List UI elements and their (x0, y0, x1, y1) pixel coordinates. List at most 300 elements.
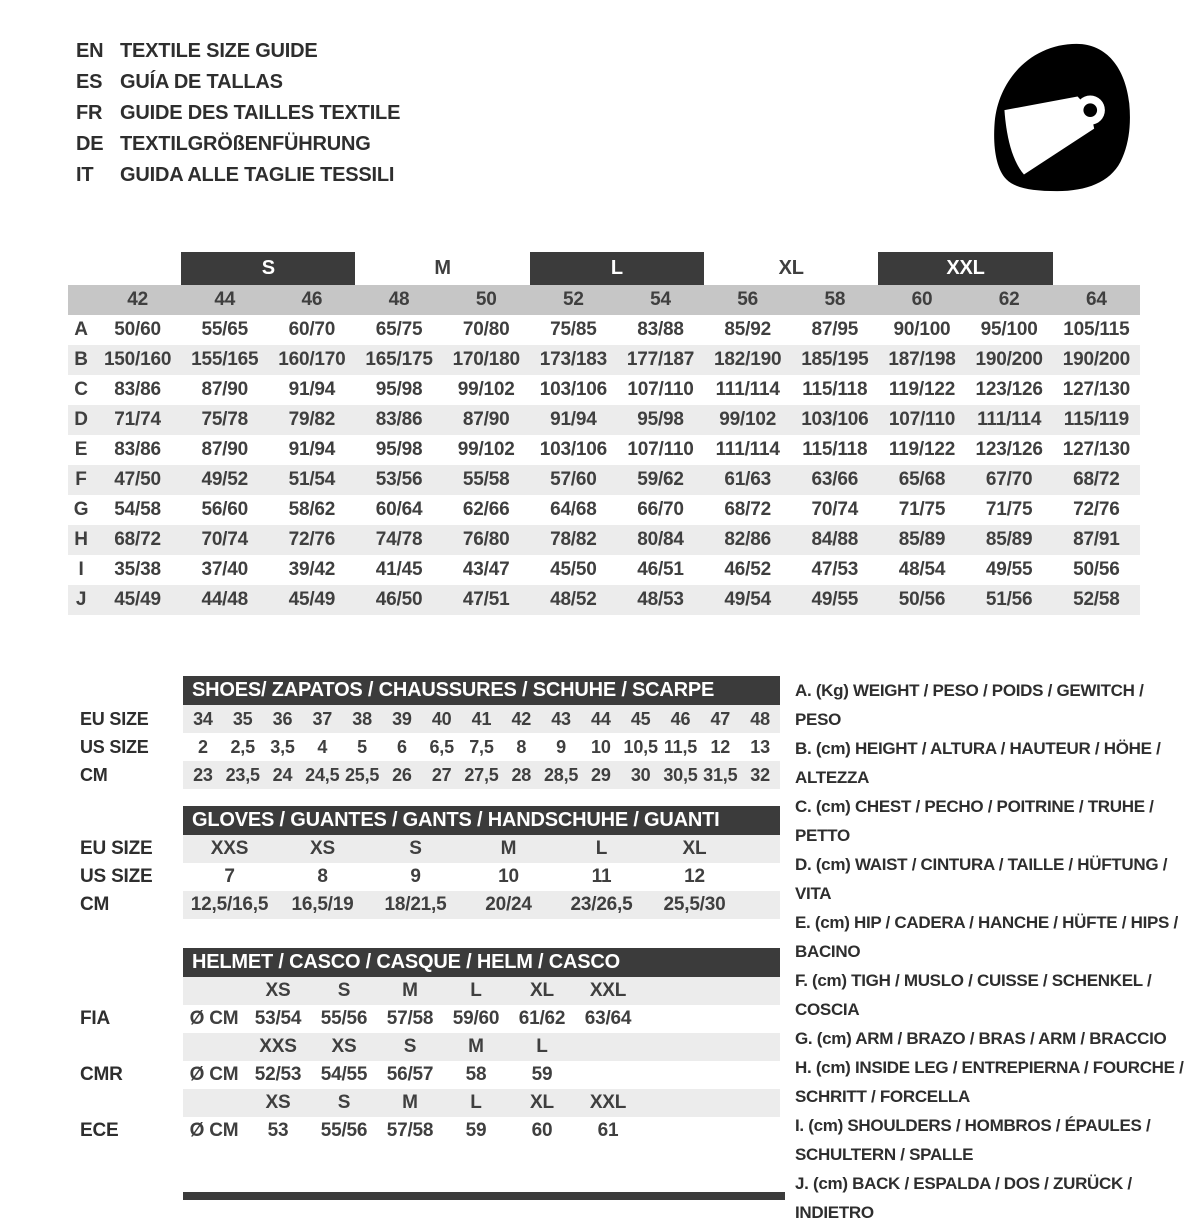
table-cell: 12 (710, 736, 731, 757)
table-cell: L (509, 1033, 575, 1061)
table-cell: 56/57 (386, 1064, 434, 1085)
table-cell: 42 (94, 285, 181, 315)
row-label: CMR (68, 1061, 183, 1089)
table-cell: 57/58 (386, 1120, 434, 1141)
table-cell: 5 (357, 736, 367, 757)
table-cell: 190/200 (966, 345, 1053, 375)
table-cell: 30 (621, 761, 661, 789)
table-cell: 127/130 (1062, 379, 1130, 400)
row-label: C (74, 379, 88, 400)
table-cell (641, 977, 780, 1005)
table-cell: 4 (317, 736, 328, 757)
table-row-d (68, 405, 1140, 435)
legend-item-a: A. (Kg) WEIGHT / PESO / POIDS / GEWITCH / PESO (795, 681, 1144, 729)
lang-code: IT (76, 164, 94, 186)
table-cell: 34 (183, 705, 223, 733)
row-label: FIA (68, 1005, 183, 1033)
table-cell: 99/102 (457, 379, 515, 400)
row-label: F (68, 465, 94, 495)
table-cell: 59/62 (617, 465, 704, 495)
table-cell: 54/55 (320, 1064, 368, 1085)
table-cell: 79/82 (268, 405, 355, 435)
helmet-title-row (68, 948, 780, 977)
table-cell: 66/70 (637, 499, 684, 520)
table-cell: 103/106 (791, 405, 878, 435)
table-cell: 48/54 (898, 559, 946, 580)
table-cell: 9 (410, 866, 421, 887)
size-group-row (68, 252, 1140, 285)
table-cell: 87/90 (201, 439, 248, 460)
table-cell: 24 (263, 761, 303, 789)
empty-cell (94, 252, 181, 285)
table-row-i (68, 555, 1140, 585)
row-label: G (73, 499, 89, 520)
lang-code: DE (76, 133, 104, 155)
gloves-us-row (68, 863, 780, 891)
table-cell: 7 (224, 866, 235, 887)
table-cell: 56 (704, 285, 791, 315)
table-cell: 111/114 (715, 439, 780, 460)
table-cell: 62/66 (462, 499, 510, 520)
row-label: ECE (68, 1117, 183, 1145)
table-cell: 95/98 (617, 405, 704, 435)
table-cell: 119/122 (888, 379, 956, 400)
size-group-xl: XL (778, 257, 804, 279)
table-cell: 65/75 (375, 319, 423, 340)
empty-cell (68, 285, 94, 315)
size-group-m: M (434, 257, 451, 279)
table-cell: 107/110 (627, 379, 694, 400)
table-cell: 30,5 (661, 761, 701, 789)
measurement-legend (795, 676, 1187, 1227)
row-label: D (68, 405, 94, 435)
size-group-xxl: XXL (878, 252, 1052, 285)
table-cell: 58/62 (288, 499, 336, 520)
helmet-fia-sizes-row (68, 977, 780, 1005)
cropped-next-section-bar (183, 1192, 785, 1200)
shoes-us-row (68, 733, 780, 761)
table-cell: 20/24 (462, 891, 555, 919)
table-cell: 74/78 (355, 525, 442, 555)
table-cell: 64/68 (550, 499, 597, 520)
table-cell: 150/160 (94, 345, 181, 375)
table-cell: 173/183 (530, 345, 617, 375)
table-cell: 85/92 (724, 319, 771, 340)
table-row-c (68, 375, 1140, 405)
table-cell: 91/94 (288, 379, 336, 400)
table-row-h (68, 525, 1140, 555)
lang-code: ES (76, 71, 103, 93)
table-cell: 48 (355, 285, 442, 315)
table-cell: 8 (516, 736, 527, 757)
table-cell: 67/70 (966, 465, 1053, 495)
table-cell: 45 (621, 705, 661, 733)
row-label: E (74, 439, 88, 460)
lang-row-de (76, 129, 400, 160)
table-cell: 2,5 (230, 736, 255, 757)
table-cell: 58 (791, 285, 878, 315)
table-cell: 27 (422, 761, 462, 789)
table-cell: 68/72 (94, 525, 181, 555)
shoes-title-row (68, 676, 780, 705)
size-group-l: L (530, 252, 704, 285)
table-cell: 177/187 (617, 345, 704, 375)
table-cell: XS (245, 1089, 311, 1117)
table-cell: 59 (531, 1064, 553, 1085)
table-cell: 49/55 (791, 585, 878, 615)
table-cell: 50/56 (1073, 559, 1120, 580)
lang-row-en (76, 36, 400, 67)
table-cell: 80/84 (617, 525, 704, 555)
table-cell: 43 (541, 705, 581, 733)
table-cell (183, 1089, 245, 1117)
table-cell: 6,5 (429, 736, 454, 757)
table-cell: 49/55 (985, 559, 1033, 580)
table-cell: 63/66 (791, 465, 878, 495)
table-cell: 27,5 (462, 761, 502, 789)
table-row-j (68, 585, 1140, 615)
helmet-ece-sizes-row (68, 1089, 780, 1117)
table-cell: 46/52 (724, 559, 771, 580)
table-cell: 35 (223, 705, 263, 733)
table-cell: 47/53 (811, 559, 859, 580)
table-cell: 13 (750, 736, 770, 757)
table-cell: 170/180 (443, 345, 530, 375)
table-cell: 40 (422, 705, 462, 733)
table-cell: 87/90 (201, 379, 248, 400)
table-cell: 52/58 (1053, 585, 1140, 615)
table-cell: 23/26,5 (555, 891, 648, 919)
lang-label: GUIDE DES TAILLES TEXTILE (120, 102, 401, 124)
table-cell: 84/88 (791, 525, 878, 555)
lang-row-fr (76, 98, 400, 129)
table-cell: 107/110 (878, 405, 965, 435)
table-cell: S (377, 1033, 443, 1061)
legend-item-g: G. (cm) ARM / BRAZO / BRAS / ARM / BRACCIO (795, 1029, 1167, 1048)
gloves-size-table (68, 806, 780, 919)
table-cell: L (443, 1089, 509, 1117)
table-cell: 119/122 (888, 439, 956, 460)
table-cell: S (311, 977, 377, 1005)
table-cell: 46 (268, 285, 355, 315)
table-cell: 16,5/19 (276, 891, 369, 919)
legend-item-e: E. (cm) HIP / CADERA / HANCHE / HÜFTE / HIPS / BACINO (795, 913, 1178, 961)
table-cell: 56/60 (201, 499, 248, 520)
table-cell: 76/80 (443, 525, 530, 555)
row-label (68, 1089, 183, 1117)
table-cell: 46/50 (355, 585, 442, 615)
table-cell: XL (509, 1089, 575, 1117)
row-label (68, 977, 183, 1005)
table-cell: 57/60 (530, 465, 617, 495)
table-cell: 48/53 (617, 585, 704, 615)
table-cell: M (443, 1033, 509, 1061)
table-cell: 111/114 (715, 379, 780, 400)
table-cell (183, 1033, 245, 1061)
table-cell: XS (245, 977, 311, 1005)
table-cell: 24,5 (302, 761, 342, 789)
table-cell: 39 (382, 705, 422, 733)
row-label: J (68, 585, 94, 615)
row-label: US SIZE (68, 733, 183, 761)
table-cell: 182/190 (704, 345, 791, 375)
table-cell: 63/64 (584, 1008, 632, 1029)
table-cell: 45/49 (94, 585, 181, 615)
table-cell: 48 (740, 705, 780, 733)
table-cell: 55/56 (320, 1120, 368, 1141)
language-list (76, 36, 400, 191)
table-cell (641, 1089, 780, 1117)
table-cell: 95/98 (375, 379, 423, 400)
table-cell: 45/49 (268, 585, 355, 615)
table-cell: 39/42 (288, 559, 336, 580)
shoes-size-table (68, 676, 780, 789)
table-cell: 53/56 (355, 465, 442, 495)
table-cell: 61/62 (518, 1008, 566, 1029)
table-cell: 50/56 (878, 585, 965, 615)
table-cell: M (377, 1089, 443, 1117)
table-cell (641, 1061, 780, 1089)
table-cell: 68/72 (724, 499, 771, 520)
shoes-eu-row (68, 705, 780, 733)
table-cell: Ø CM (189, 1008, 239, 1029)
helmet-cmr-row (68, 1061, 780, 1089)
table-cell: 47/51 (443, 585, 530, 615)
table-cell: 2 (197, 736, 208, 757)
lang-row-es (76, 67, 400, 98)
table-cell: Ø CM (189, 1064, 239, 1085)
table-cell: 71/75 (898, 499, 946, 520)
table-row-f (68, 465, 1140, 495)
table-cell: 60 (878, 285, 965, 315)
table-cell: 36 (263, 705, 303, 733)
table-cell: 58 (465, 1064, 487, 1085)
table-cell: 65/68 (878, 465, 965, 495)
table-cell: 10,5 (623, 736, 658, 757)
table-cell: XXS (245, 1033, 311, 1061)
table-cell: 91/94 (530, 405, 617, 435)
table-cell: 37/40 (201, 559, 248, 580)
table-cell: 44/48 (181, 585, 268, 615)
table-row-e (68, 435, 1140, 465)
table-cell: 87/90 (443, 405, 530, 435)
table-cell: 29 (581, 761, 621, 789)
table-cell: 41 (462, 705, 502, 733)
table-cell: 61/63 (704, 465, 791, 495)
table-cell: XS (311, 1033, 377, 1061)
table-cell: 75/78 (181, 405, 268, 435)
table-cell: 46/51 (637, 559, 684, 580)
gloves-eu-row (68, 835, 780, 863)
empty-cell (1053, 252, 1140, 285)
table-cell: 8 (317, 866, 328, 887)
legend-item-d: D. (cm) WAIST / CINTURA / TAILLE / HÜFTUNG / VITA (795, 855, 1168, 903)
legend-item-b: B. (cm) HEIGHT / ALTURA / HAUTEUR / HÖHE / ALTEZZA (795, 739, 1161, 787)
legend-item-c: C. (cm) CHEST / PECHO / POITRINE / TRUHE / PETTO (795, 797, 1154, 845)
helmet-cmr-sizes-row (68, 1033, 780, 1061)
table-cell: 111/114 (966, 405, 1053, 435)
table-cell: 190/200 (1053, 345, 1140, 375)
helmet-fia-row (68, 1005, 780, 1033)
legend-item-i: I. (cm) SHOULDERS / HOMBROS / ÉPAULES / SCHULTERN / SPALLE (795, 1116, 1151, 1164)
lang-label: GUÍA DE TALLAS (120, 71, 283, 93)
table-cell: 90/100 (893, 319, 951, 340)
table-cell: 35/38 (114, 559, 161, 580)
table-cell: 50/60 (114, 319, 161, 340)
table-cell: L (443, 977, 509, 1005)
table-cell: 61 (597, 1120, 619, 1141)
row-label: H (68, 525, 94, 555)
row-label: B (68, 345, 94, 375)
table-cell: 155/165 (181, 345, 268, 375)
table-row-g (68, 495, 1140, 525)
table-cell: XXS (183, 835, 276, 863)
table-cell: 3,5 (270, 736, 295, 757)
row-label: A (74, 319, 88, 340)
numeric-size-band (68, 285, 1140, 315)
table-cell: 83/86 (355, 405, 442, 435)
table-cell: 115/119 (1053, 405, 1140, 435)
table-cell: 23,5 (223, 761, 263, 789)
table-cell: 127/130 (1062, 439, 1130, 460)
table-cell (641, 1005, 780, 1033)
table-cell (641, 1117, 780, 1145)
lang-label: TEXTILGRÖßENFÜHRUNG (120, 133, 371, 155)
table-cell: 83/86 (114, 379, 161, 400)
lang-label: TEXTILE SIZE GUIDE (120, 40, 318, 62)
table-cell: 91/94 (288, 439, 336, 460)
shoes-section-header: SHOES/ ZAPATOS / CHAUSSURES / SCHUHE / SCARPE (183, 676, 780, 705)
table-cell: 37 (302, 705, 342, 733)
table-cell: 85/89 (966, 525, 1053, 555)
table-cell: 105/115 (1063, 319, 1130, 340)
helmet-section-header: HELMET / CASCO / CASQUE / HELM / CASCO (183, 948, 780, 977)
legend-item-h: H. (cm) INSIDE LEG / ENTREPIERNA / FOURCHE / SCHRITT / FORCELLA (795, 1058, 1184, 1106)
table-cell: 64 (1053, 285, 1140, 315)
table-cell: 103/106 (539, 379, 607, 400)
row-label: CM (68, 761, 183, 789)
textile-size-table (68, 252, 1140, 615)
table-cell: 32 (740, 761, 780, 789)
table-cell: 6 (396, 736, 407, 757)
table-cell: XXL (575, 977, 641, 1005)
table-cell: 11,5 (663, 736, 698, 757)
table-cell: 187/198 (878, 345, 965, 375)
table-cell: 25,5/30 (648, 891, 741, 919)
table-cell: 87/95 (811, 319, 859, 340)
table-row-a (68, 315, 1140, 345)
table-cell (741, 891, 780, 919)
table-cell: 51/54 (268, 465, 355, 495)
table-cell: 83/88 (637, 319, 684, 340)
table-cell: 23 (183, 761, 223, 789)
table-cell: 51/56 (966, 585, 1053, 615)
table-cell: 11 (591, 866, 612, 887)
table-cell: 25,5 (342, 761, 382, 789)
row-label: EU SIZE (68, 835, 183, 863)
table-cell: XXL (575, 1089, 641, 1117)
table-cell: 18/21,5 (369, 891, 462, 919)
table-cell: 165/175 (355, 345, 442, 375)
table-cell: M (377, 977, 443, 1005)
table-cell: 123/126 (975, 379, 1043, 400)
table-cell: 115/118 (802, 379, 868, 400)
table-cell: 53/54 (254, 1008, 302, 1029)
table-cell: 31,5 (700, 761, 740, 789)
row-label: EU SIZE (68, 705, 183, 733)
row-label (68, 1033, 183, 1061)
table-cell (741, 835, 780, 863)
table-cell: 49/52 (181, 465, 268, 495)
table-cell: 59 (465, 1120, 487, 1141)
racing-helmet-icon (983, 28, 1139, 204)
table-cell: 87/91 (1053, 525, 1140, 555)
table-cell: 48/52 (530, 585, 617, 615)
spacer (68, 806, 183, 835)
table-cell: 52 (530, 285, 617, 315)
gloves-title-row (68, 806, 780, 835)
table-cell: 62 (966, 285, 1053, 315)
table-cell: 85/89 (878, 525, 965, 555)
table-cell: S (311, 1089, 377, 1117)
table-cell: 71/74 (94, 405, 181, 435)
table-cell: 12 (684, 866, 705, 887)
table-cell: 68/72 (1053, 465, 1140, 495)
table-cell: 71/75 (985, 499, 1033, 520)
table-cell: 9 (556, 736, 566, 757)
table-cell: 78/82 (530, 525, 617, 555)
table-cell: 55/58 (443, 465, 530, 495)
table-cell: 95/98 (375, 439, 423, 460)
legend-item-f: F. (cm) TIGH / MUSLO / CUISSE / SCHENKEL / COSCIA (795, 971, 1152, 1019)
table-cell: XS (276, 835, 369, 863)
table-cell: Ø CM (189, 1120, 239, 1141)
table-row-b (68, 345, 1140, 375)
table-cell: 45/50 (550, 559, 597, 580)
table-cell: 83/86 (114, 439, 161, 460)
table-cell: 10 (591, 736, 611, 757)
table-cell (741, 863, 780, 891)
table-cell: 123/126 (975, 439, 1043, 460)
table-cell: 49/54 (704, 585, 791, 615)
table-cell: 115/118 (802, 439, 868, 460)
table-cell: 60/70 (288, 319, 336, 340)
table-cell: 28,5 (541, 761, 581, 789)
table-cell: XL (648, 835, 741, 863)
table-cell: 60/64 (375, 499, 423, 520)
table-cell: 55/65 (201, 319, 248, 340)
table-cell: 28 (501, 761, 541, 789)
row-label: US SIZE (68, 863, 183, 891)
table-cell: 44 (181, 285, 268, 315)
size-group-s: S (181, 252, 355, 285)
lang-row-it (76, 160, 400, 191)
spacer (68, 676, 183, 705)
table-cell: 99/102 (457, 439, 515, 460)
table-cell: 47 (700, 705, 740, 733)
empty-cell (68, 252, 94, 285)
helmet-size-table (68, 948, 780, 1145)
table-cell: 38 (342, 705, 382, 733)
table-cell: 43/47 (462, 559, 510, 580)
gloves-cm-row (68, 891, 780, 919)
table-cell: M (462, 835, 555, 863)
table-cell (575, 1033, 641, 1061)
table-cell: 82/86 (704, 525, 791, 555)
table-cell (641, 1033, 780, 1061)
table-cell: 52/53 (254, 1064, 302, 1085)
table-cell: S (369, 835, 462, 863)
